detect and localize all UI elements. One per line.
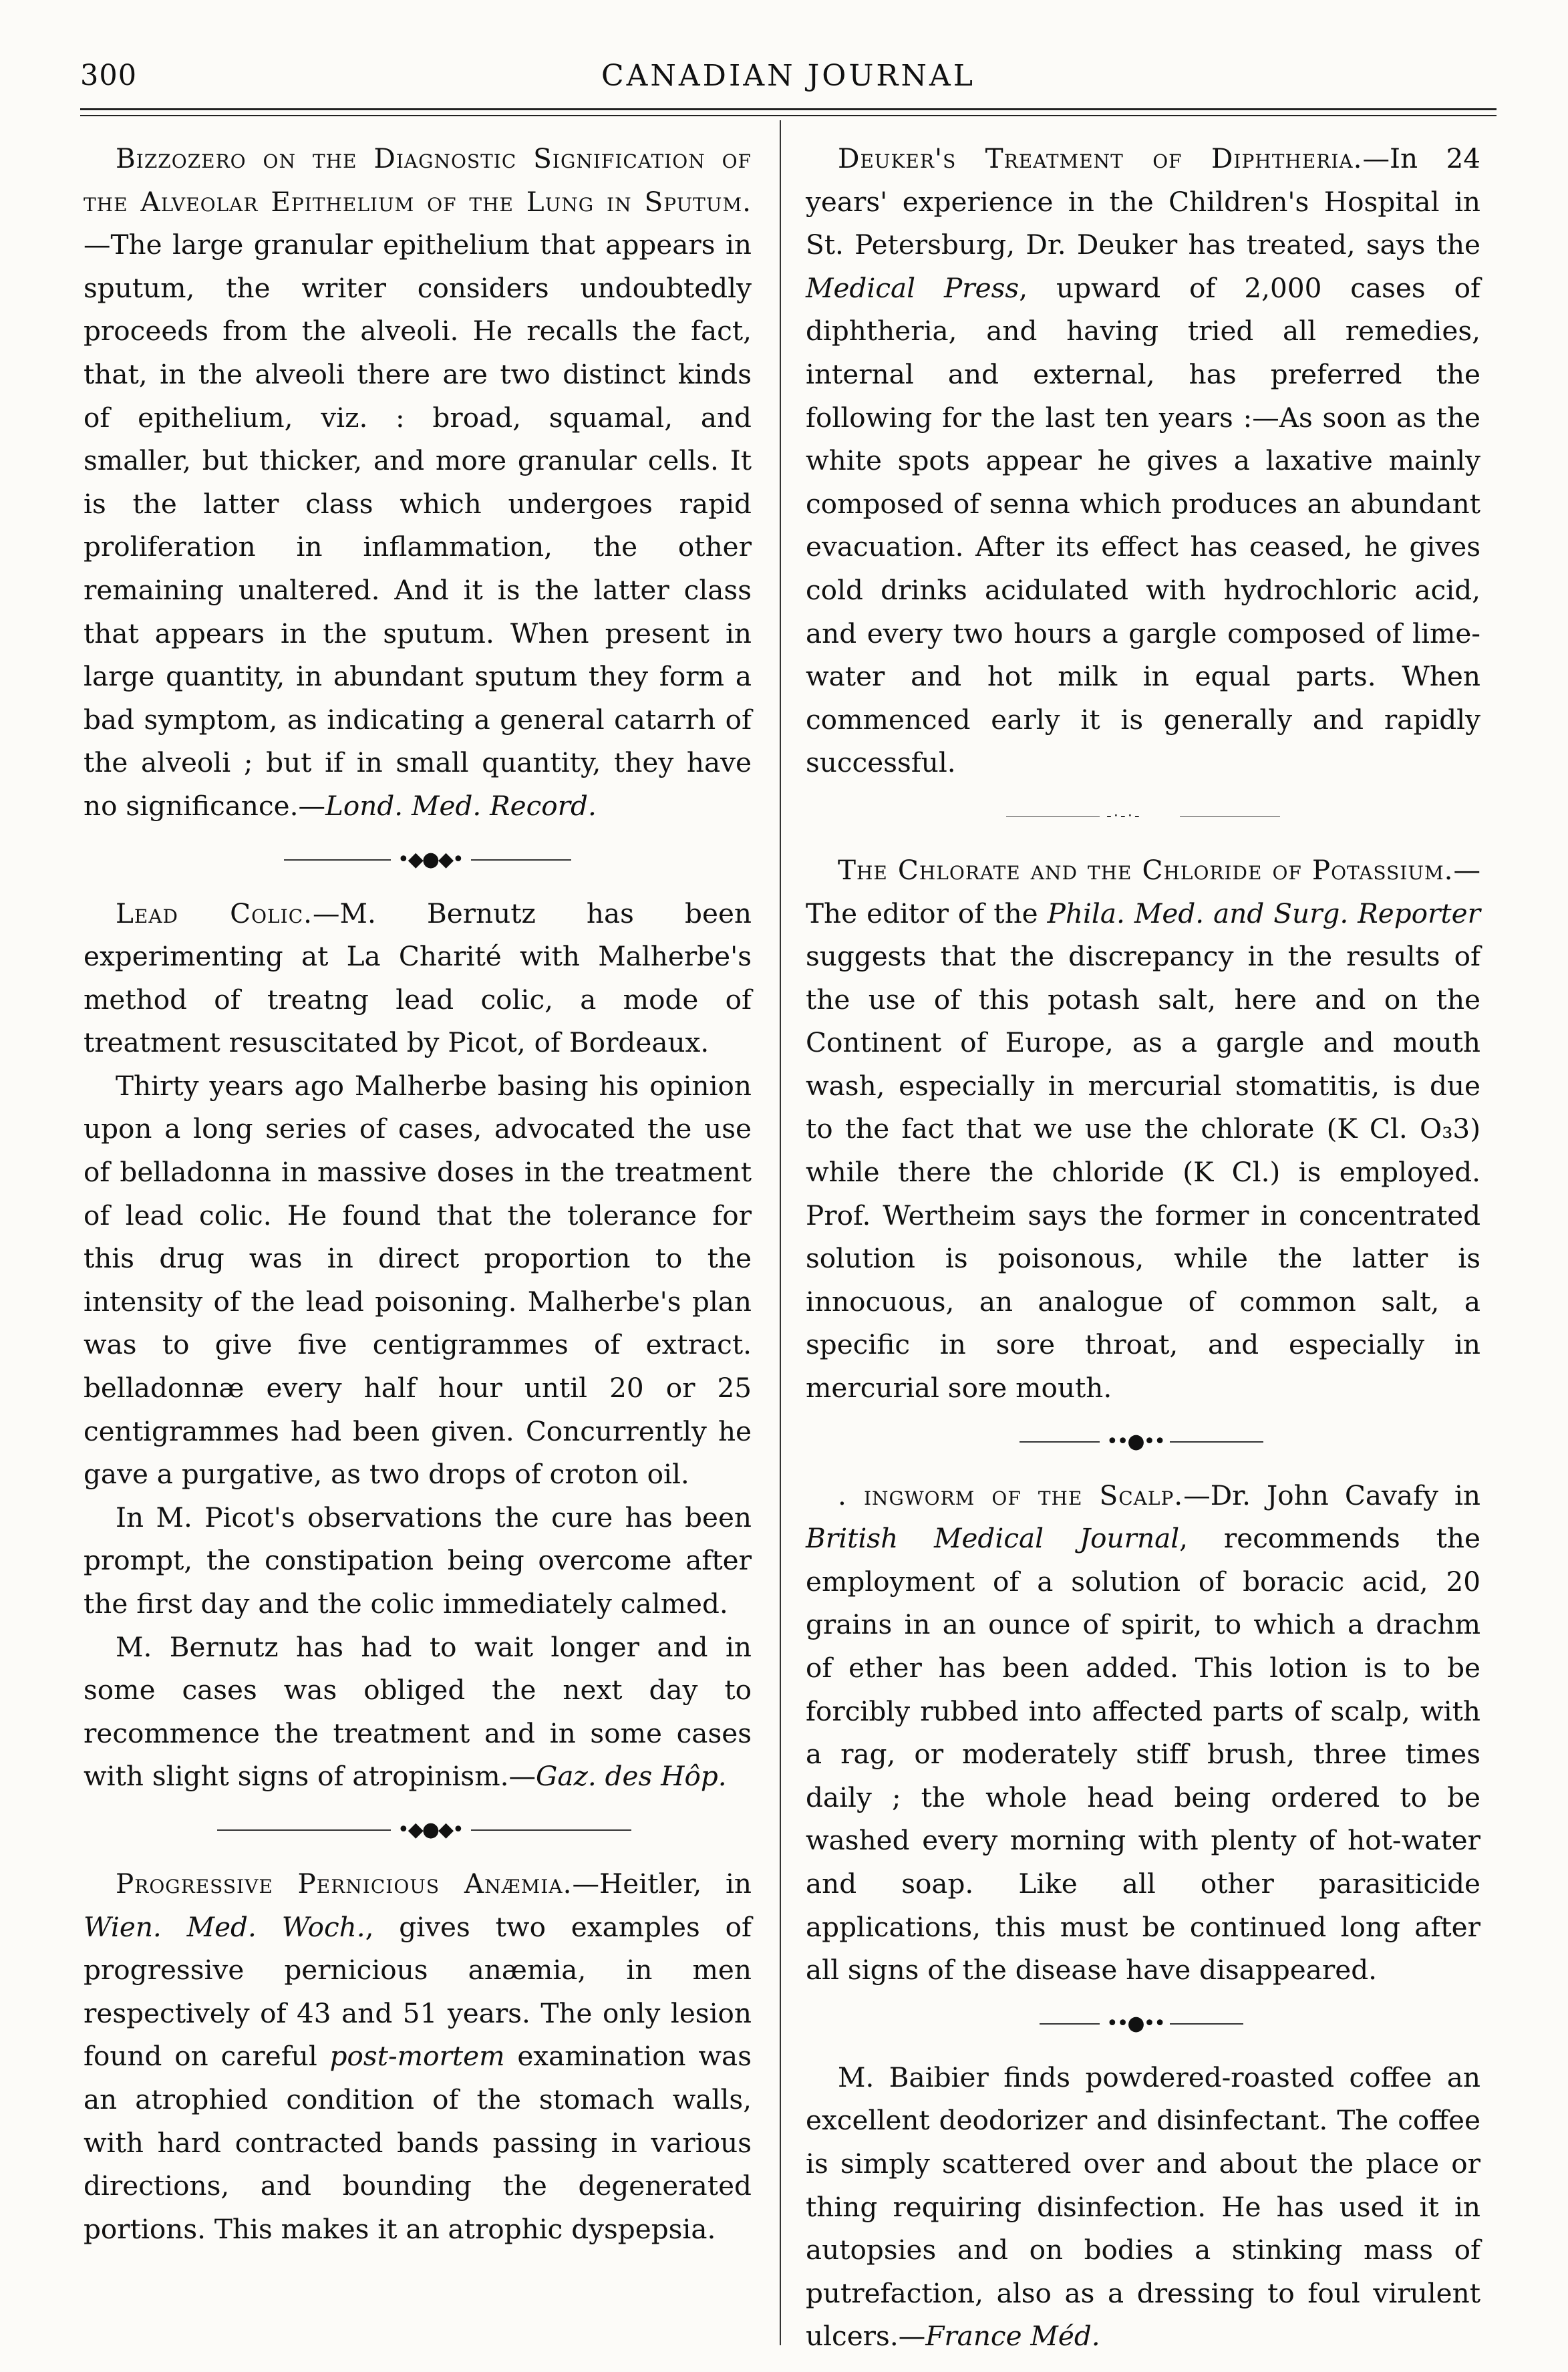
page-number: 300 xyxy=(80,59,138,92)
article-heading: Deuker's Treatment of Diphtheria. xyxy=(838,142,1363,174)
article-ringworm xyxy=(806,1474,1480,1992)
article-heading: Bizzozero on the Diagnostic Signification of the Alveolar Epithelium of the Lung in Sputum. xyxy=(84,142,752,218)
article-body: examination was an atrophied condition of the stomach walls, with hard contracted bands passing in various directions, and bounding the degenerated portions. This makes it an atrophic dyspepsia. xyxy=(84,2040,752,2245)
ornament: - · - · - xyxy=(1106,807,1138,825)
journal-name: Phila. Med. and Surg. Reporter xyxy=(1047,897,1480,929)
header-rule xyxy=(80,108,1497,110)
article-body: —Heitler, in xyxy=(572,1867,752,1900)
left-column xyxy=(84,137,752,2250)
separator-ornament xyxy=(806,1410,1480,1474)
article-heading: The Chlorate and the Chloride of Potassium. xyxy=(838,853,1454,886)
article-body: M. Bernutz has had to wait longer and in some cases was obliged the next day to recommence the treatment and in some cases with slight signs of atropinism.— xyxy=(84,1630,752,1793)
article-heading: Lead Colic. xyxy=(116,897,313,929)
separator-ornament xyxy=(84,828,752,892)
article-body: , recommends the employment of a solution of boracic acid, 20 grains in an ounce of spirit, to which a drachm of ether has been added. This lotion is to be forcibly rubbed into affected parts of scalp, with a rag, or moderately stiff brush, three times daily ; the whole head being ordered to be washed every morning with plenty of hot-water and soap. Like all other parasiticide applications, this must be continued long after all signs of the disease have disappeared. xyxy=(806,1522,1480,1986)
ornament: ••●•• xyxy=(1106,2011,1164,2035)
journal-name: Medical Press xyxy=(806,271,1020,304)
article-heading: . ingworm of the Scalp. xyxy=(838,1479,1184,1511)
page-header xyxy=(80,59,1497,99)
article-body: —M. Bernutz has been experimenting at La Charité with Malherbe's method of treatng lead colic, a mode of treatment resuscitated by Picot, of Bordeaux. xyxy=(84,897,752,1059)
article-coffee xyxy=(806,2056,1480,2358)
column-divider xyxy=(780,120,781,2345)
journal-name: British Medical Journal xyxy=(806,1522,1180,1555)
article-body: —In 24 years' experience in the Children's Hospital in St. Petersburg, Dr. Deuker has treated, says the xyxy=(806,142,1481,261)
separator-ornament xyxy=(84,1798,752,1862)
article-body: —The large granular epithelium that appears in sputum, the writer considers undoubtedly proceeds from the alveoli. He recalls the fact, that, in the alveoli there are two distinct kinds of epithelium, viz. : broad, squamal, and smaller, but thicker, and more granular cells. It is the latter class which undergoes rapid proliferation in inflammation, the other remaining unaltered. And it is the latter class that appears in the sputum. When present in large quantity, in abundant sputum they form a bad symptom, as indicating a general catarrh of the alveoli ; but if in small quantity, they have no significance.— xyxy=(84,229,752,822)
ornament: •◆●◆• xyxy=(398,847,463,871)
article-body: , gives two examples of progressive pernicious anæmia, in men respectively of 43 and 51 years. The only lesion found on careful xyxy=(84,1910,752,2073)
header-rule-thin xyxy=(80,115,1497,116)
article-source: Lond. Med. Record. xyxy=(325,789,597,822)
term-post-mortem: post-mortem xyxy=(329,2040,505,2073)
separator-ornament xyxy=(806,784,1480,849)
article-diphtheria xyxy=(806,137,1480,784)
article-anaemia xyxy=(84,1862,752,2250)
ornament: ••●•• xyxy=(1106,1429,1164,1453)
ornament: •◆●◆• xyxy=(398,1817,463,1841)
article-body: M. Baibier finds powdered-roasted coffee an excellent deodorizer and disinfectant. The coffee is simply scattered over and about the place or thing requiring disinfection. He has used it in autopsies and on bodies a stinking mass of putrefaction, also as a dressing to foul virulent ulcers.— xyxy=(806,2061,1480,2353)
article-heading: Progressive Pernicious Anæmia. xyxy=(116,1867,573,1900)
running-title: CANADIAN JOURNAL xyxy=(601,59,976,93)
article-body: , upward of 2,000 cases of diphtheria, and having tried all remedies, internal and external, has preferred the following for the last ten years :—As soon as the white spots appear he gives a laxative mainly composed of senna which produces an abundant evacuation. After its effect has ceased, he gives cold drinks acidulated with hydrochloric acid, and every two hours a gargle composed of lime-water and hot milk in equal parts. When commenced early it is generally and rapidly successful. xyxy=(806,271,1480,779)
separator-ornament xyxy=(806,1992,1480,2056)
article-paragraph xyxy=(84,1626,752,1798)
article-source: France Méd. xyxy=(925,2320,1100,2353)
article-source: Gaz. des Hôp. xyxy=(536,1760,727,1793)
article-body: —The editor of the xyxy=(806,853,1480,929)
article-body: suggests that the discrepancy in the results of the use of this potash salt, here and on the Continent of Europe, as a gargle and mouth wash, especially in mercurial stomatitis, is due to the fact that we use the chlorate (K Cl. O₃3) while there the chloride (K Cl.) is employed. Prof. Wertheim says the former in concentrated solution is poisonous, while the latter is innocuous, an analogue of common salt, a specific in sore throat, and especially in mercurial sore mouth. xyxy=(806,940,1480,1404)
article-lead-colic xyxy=(84,892,752,1064)
article-body: —Dr. John Cavafy in xyxy=(1183,1479,1480,1511)
right-column xyxy=(806,137,1480,2358)
article-paragraph: Thirty years ago Malherbe basing his opinion upon a long series of cases, advocated the use of belladonna in massive doses in the treatment of lead colic. He found that the tolerance for this drug was in direct proportion to the intensity of the lead poisoning. Malherbe's plan was to give five centigrammes of extract. belladonnæ every half hour until 20 or 25 centigrammes had been given. Concurrently he gave a purgative, as two drops of croton oil. xyxy=(84,1069,752,1491)
article-chlorate xyxy=(806,849,1480,1410)
article-paragraph: In M. Picot's observations the cure has been prompt, the constipation being overcome after the first day and the colic immediately calmed. xyxy=(84,1501,752,1620)
article-bizzozero xyxy=(84,137,752,828)
journal-name: Wien. Med. Woch. xyxy=(84,1910,365,1943)
